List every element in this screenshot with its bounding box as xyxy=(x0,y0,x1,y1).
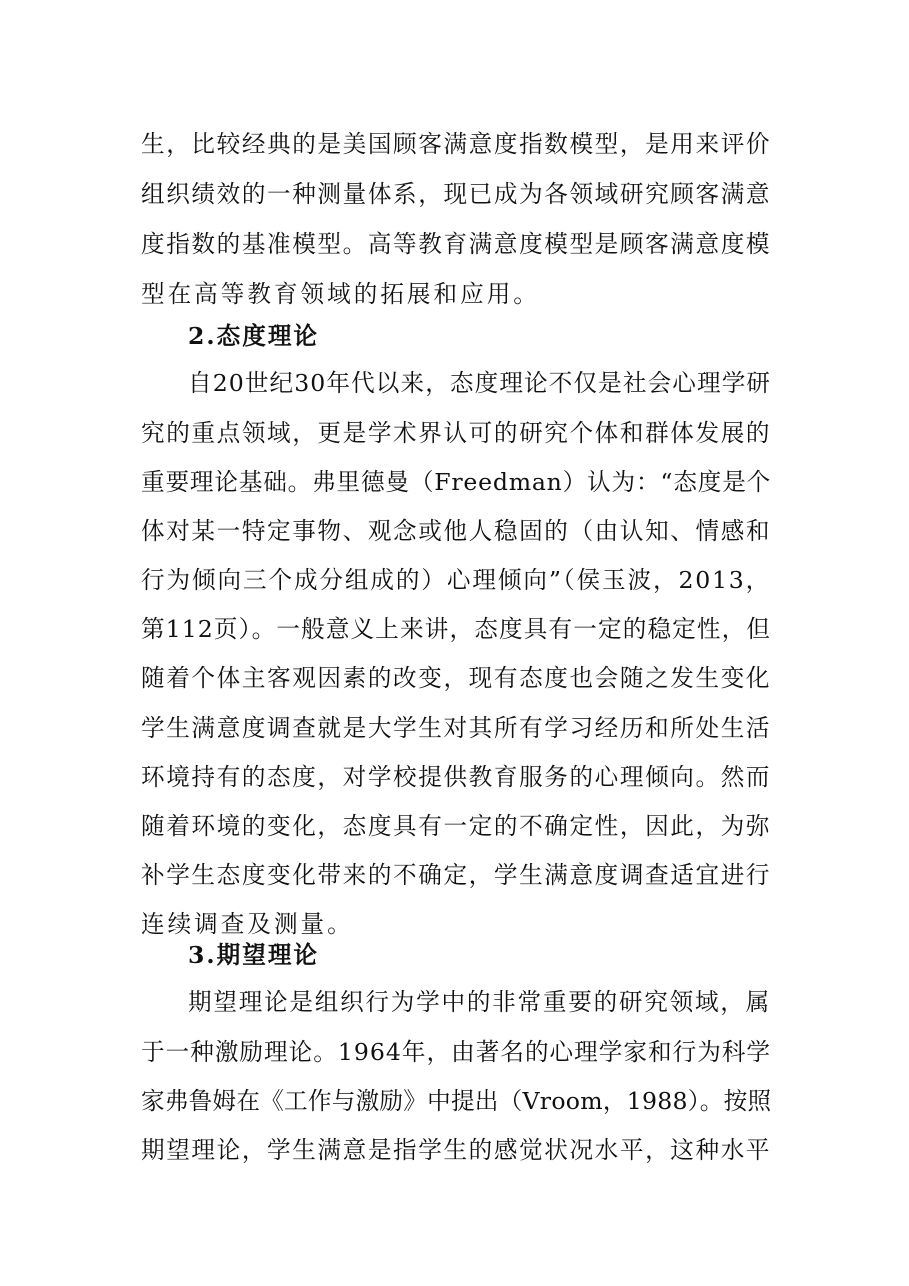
paragraph-line: 生，比较经典的是美国顾客满意度指数模型，是用来评价 xyxy=(141,130,771,158)
paragraph-line: 期望理论，学生满意是指学生的感觉状况水平，这种水平 xyxy=(141,1136,771,1164)
section-heading-attitude-theory: 2.态度理论 xyxy=(188,322,320,350)
paragraph-line: 行为倾向三个成分组成的）心理倾向”（侯玉波，2013， xyxy=(141,566,771,594)
paragraph-line: 随着环境的变化，态度具有一定的不确定性，因此，为弥 xyxy=(141,812,771,840)
paragraph-line: 补学生态度变化带来的不确定，学生满意度调查适宜进行 xyxy=(141,861,771,889)
paragraph-line: 型在高等教育领域的拓展和应用。 xyxy=(141,280,540,308)
paragraph-line: 随着个体主客观因素的改变，现有态度也会随之发生变化 xyxy=(141,664,771,692)
paragraph-line: 期望理论是组织行为学中的非常重要的研究领域，属 xyxy=(188,988,771,1016)
paragraph-line: 家弗鲁姆在《工作与激励》中提出（Vroom，1988）。按照 xyxy=(141,1087,772,1115)
paragraph-line: 组织绩效的一种测量体系，现已成为各领域研究顾客满意 xyxy=(141,180,771,208)
paragraph-line: 体对某一特定事物、观念或他人稳固的（由认知、情感和 xyxy=(141,517,771,545)
paragraph-line: 环境持有的态度，对学校提供教育服务的心理倾向。然而 xyxy=(141,763,771,791)
paragraph-line: 连续调查及测量。 xyxy=(141,910,354,938)
paragraph-line: 自20世纪30年代以来，态度理论不仅是社会心理学研 xyxy=(188,369,771,397)
paragraph-line: 究的重点领域，更是学术界认可的研究个体和群体发展的 xyxy=(141,419,771,447)
section-heading-expectancy-theory: 3.期望理论 xyxy=(188,941,320,969)
paragraph-line: 重要理论基础。弗里德曼（Freedman）认为：“态度是个 xyxy=(141,468,771,496)
paragraph-line: 第112页）。一般意义上来讲，态度具有一定的稳定性，但 xyxy=(141,615,771,643)
paragraph-line: 度指数的基准模型。高等教育满意度模型是顾客满意度模 xyxy=(141,230,771,258)
paragraph-line: 学生满意度调查就是大学生对其所有学习经历和所处生活 xyxy=(141,714,771,742)
paragraph-line: 于一种激励理论。1964年，由著名的心理学家和行为科学 xyxy=(141,1038,771,1066)
